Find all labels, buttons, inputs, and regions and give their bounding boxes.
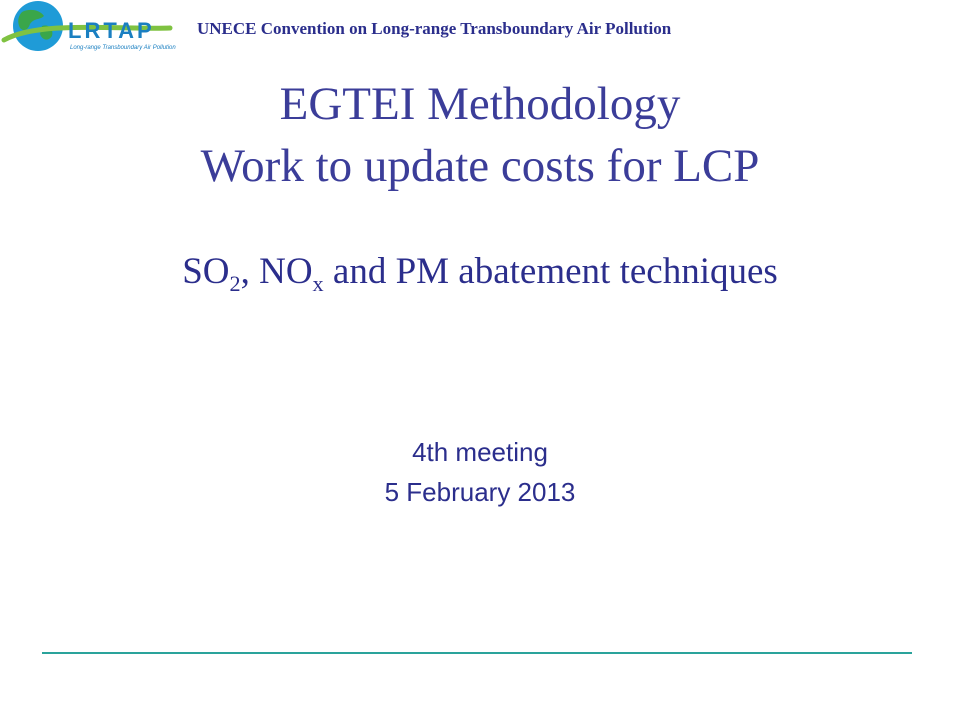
footer-divider <box>42 652 912 654</box>
slide-title <box>0 73 960 197</box>
meeting-date: 5 February 2013 <box>384 477 576 507</box>
lrtap-logo <box>0 0 180 58</box>
title-line-1: EGTEI Methodology <box>279 78 681 130</box>
meeting-info <box>0 432 960 512</box>
slide-subtitle <box>0 250 960 296</box>
lrtap-logo-graphic <box>0 0 180 58</box>
logo-wordmark: LRTAP <box>68 18 155 43</box>
title-line-2: Work to update costs for LCP <box>200 140 760 192</box>
subtitle-sep: , NO <box>240 251 313 292</box>
subtitle-so: SO <box>182 251 230 292</box>
logo-tagline: Long-range Transboundary Air Pollution <box>70 45 176 51</box>
org-header: UNECE Convention on Long-range Transboundary Air Pollution <box>197 19 672 38</box>
subtitle-so-sub: 2 <box>229 270 241 296</box>
subtitle-no-sub: x <box>312 270 324 296</box>
subtitle-rest: and PM abatement techniques <box>323 251 778 292</box>
meeting-label: 4th meeting <box>412 437 548 467</box>
